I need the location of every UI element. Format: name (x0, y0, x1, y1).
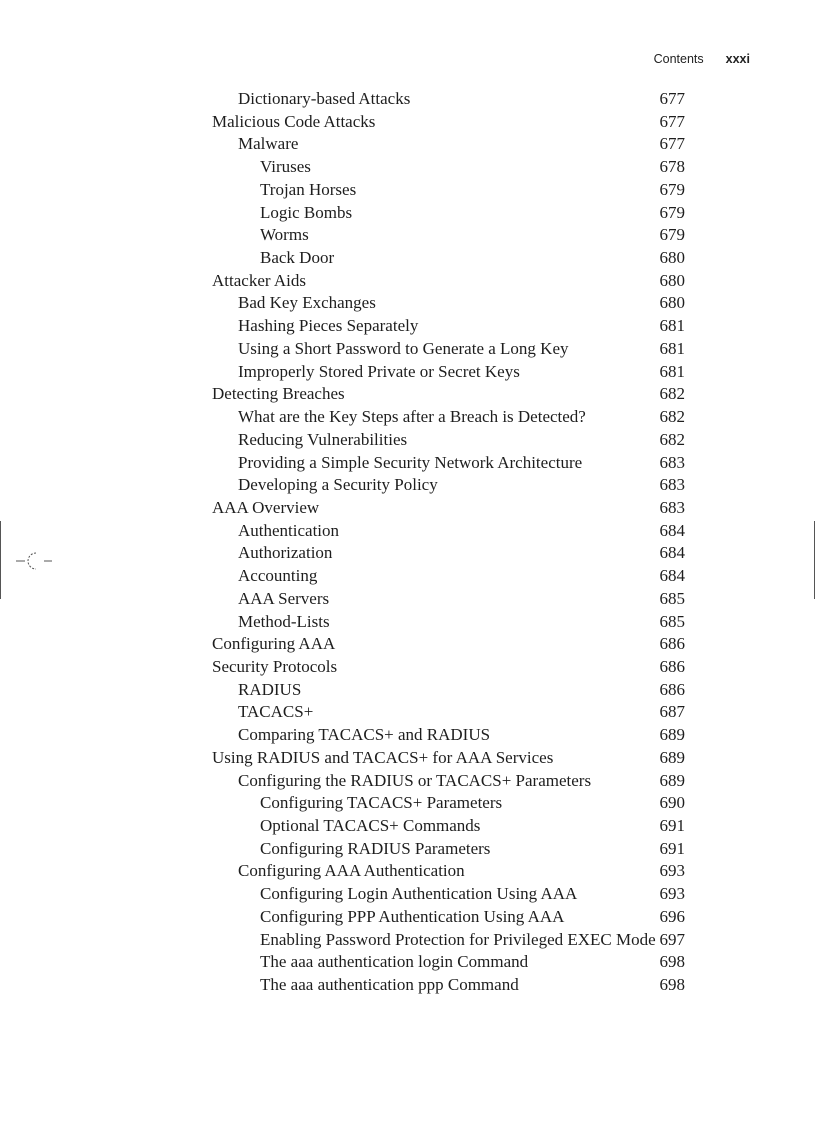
toc-entry-page: 679 (659, 225, 685, 245)
toc-entry-page: 684 (659, 566, 685, 586)
toc-entry (212, 361, 690, 384)
toc-entry-page: 679 (659, 202, 685, 222)
toc-entry-page: 677 (659, 89, 685, 108)
toc-entry-title: Trojan Horses (260, 179, 357, 199)
toc-entry-title: Authentication (238, 520, 340, 540)
toc-entry-title: Optional TACACS+ Commands (260, 816, 481, 835)
toc-entry-page: 684 (659, 543, 685, 563)
toc-entry-page: 683 (659, 452, 685, 472)
toc-entry-title: AAA Servers (238, 588, 330, 608)
toc-entry-title: Authorization (238, 543, 333, 563)
toc-entry (212, 202, 690, 225)
toc-entry-page: 689 (659, 770, 685, 790)
toc-entry (212, 611, 690, 634)
toc-entry-title: Malicious Code Attacks (212, 111, 376, 131)
toc-entry-page: 693 (659, 884, 685, 904)
toc-entry-title: Viruses (260, 157, 311, 177)
toc-entry (212, 315, 690, 338)
toc-entry-title: Configuring Login Authentication Using AAA (260, 884, 578, 904)
toc-entry-title: Security Protocols (212, 656, 338, 676)
toc-entry-page: 698 (659, 952, 685, 972)
toc-entry (212, 860, 690, 883)
toc-entry (212, 270, 690, 293)
toc-entry-title: Enabling Password Protection for Privileged EXEC Mode (260, 929, 656, 949)
toc-entry (212, 383, 690, 406)
toc-entry-title: Hashing Pieces Separately (238, 316, 419, 336)
toc-entry-page: 680 (659, 248, 685, 268)
toc-entry-title: Back Door (260, 248, 335, 268)
toc-entry (212, 406, 690, 429)
toc-entry (212, 883, 690, 906)
toc-entry (212, 951, 690, 974)
toc-entry (212, 452, 690, 475)
toc-entry (212, 792, 690, 815)
toc-entry (212, 497, 690, 520)
toc-entry (212, 701, 690, 724)
toc-entry (212, 906, 690, 929)
toc-entry-title: Using RADIUS and TACACS+ for AAA Services (212, 747, 554, 767)
toc-entry-page: 682 (659, 407, 685, 427)
toc-entry-page: 687 (659, 702, 685, 722)
toc-entry-page: 677 (659, 134, 685, 154)
toc-entry-page: 685 (659, 588, 685, 608)
toc-entry (212, 88, 690, 111)
toc-entry (212, 838, 690, 861)
toc-entry (212, 724, 690, 747)
toc-entry-title: Configuring AAA (212, 634, 336, 654)
toc-entry (212, 770, 690, 793)
toc-entry-page: 681 (659, 316, 685, 336)
toc-entry (212, 565, 690, 588)
toc-entry-title: Attacker Aids (212, 270, 306, 290)
toc-entry-title: AAA Overview (212, 497, 320, 517)
toc-entry-title: Detecting Breaches (212, 384, 345, 404)
toc-entry (212, 292, 690, 315)
toc-entry (212, 338, 690, 361)
toc-entry-title: Configuring the RADIUS or TACACS+ Parameters (238, 770, 592, 790)
registration-mark-icon (14, 550, 54, 572)
toc-entry-title: The aaa authentication ppp Command (260, 975, 519, 995)
crop-mark-left (0, 521, 1, 599)
toc-entry-page: 681 (659, 338, 685, 358)
toc-entry-page: 682 (659, 384, 685, 404)
toc-entry-title: Configuring RADIUS Parameters (260, 838, 491, 858)
toc-entry-title: TACACS+ (238, 702, 314, 722)
toc-entry-title: Logic Bombs (260, 202, 353, 222)
toc-entry-page: 698 (659, 975, 685, 995)
toc-entry-page: 686 (659, 656, 685, 676)
toc-entry-title: Configuring PPP Authentication Using AAA (260, 906, 565, 926)
toc-entry-title: What are the Key Steps after a Breach is Detected? (238, 407, 586, 427)
toc-entry-page: 689 (659, 747, 685, 767)
toc-entry-page: 689 (659, 725, 685, 745)
toc-entry-title: Improperly Stored Private or Secret Keys (238, 361, 520, 381)
toc-entry-page: 681 (659, 361, 685, 381)
running-head (654, 52, 750, 66)
toc-entry-title: Developing a Security Policy (238, 475, 438, 495)
toc-entry-page: 685 (659, 611, 685, 631)
toc-entry-page: 691 (659, 816, 685, 835)
toc-entry-page: 696 (659, 906, 685, 926)
toc-entry-page: 680 (659, 293, 685, 313)
toc-entry-title: Method-Lists (238, 611, 330, 631)
crop-mark-right (814, 521, 815, 599)
toc-entry (212, 815, 690, 838)
toc-entry-page: 678 (659, 157, 685, 177)
toc-entry-page: 693 (659, 861, 685, 881)
toc-entry-title: Using a Short Password to Generate a Long Key (238, 338, 569, 358)
toc-entry (212, 156, 690, 179)
toc-entry-page: 680 (659, 270, 685, 290)
toc-entry-title: RADIUS (238, 679, 302, 699)
toc-entry (212, 974, 690, 997)
running-head-section: Contents (653, 52, 704, 66)
toc-entry (212, 747, 690, 770)
toc-entry-title: Worms (260, 225, 309, 245)
toc-entry-title: Bad Key Exchanges (238, 293, 376, 313)
toc-entry-page: 683 (659, 497, 685, 517)
toc-entry-page: 690 (659, 793, 685, 813)
toc-entry (212, 929, 690, 952)
toc-entry-title: Dictionary-based Attacks (238, 89, 411, 108)
page-number: xxxi (725, 52, 750, 66)
toc-entry-title: Comparing TACACS+ and RADIUS (238, 725, 491, 745)
toc-entry (212, 224, 690, 247)
toc-entry-title: Providing a Simple Security Network Architecture (238, 452, 583, 472)
toc-entry-title: The aaa authentication login Command (260, 952, 529, 972)
table-of-contents (212, 88, 690, 997)
toc-entry-page: 677 (659, 111, 685, 131)
toc-entry (212, 679, 690, 702)
toc-entry-title: Accounting (238, 566, 318, 586)
toc-entry-title: Reducing Vulnerabilities (238, 429, 408, 449)
toc-entry (212, 474, 690, 497)
toc-entry (212, 247, 690, 270)
toc-entry-page: 691 (659, 838, 685, 858)
toc-entry-title: Configuring TACACS+ Parameters (260, 793, 503, 813)
toc-entry (212, 111, 690, 134)
toc-entry (212, 133, 690, 156)
toc-entry (212, 179, 690, 202)
toc-entry-page: 686 (659, 679, 685, 699)
toc-entry (212, 633, 690, 656)
toc-entry-page: 682 (659, 429, 685, 449)
toc-entry-title: Malware (238, 134, 299, 154)
toc-entry-title: Configuring AAA Authentication (238, 861, 465, 881)
toc-entry-page: 683 (659, 475, 685, 495)
toc-entry (212, 656, 690, 679)
toc-entry-page: 684 (659, 520, 685, 540)
toc-entry-page: 679 (659, 179, 685, 199)
toc-entry-page: 686 (659, 634, 685, 654)
toc-entry-page: 697 (659, 929, 685, 949)
toc-entry (212, 542, 690, 565)
toc-entry (212, 588, 690, 611)
toc-entry (212, 520, 690, 543)
toc-entry (212, 429, 690, 452)
